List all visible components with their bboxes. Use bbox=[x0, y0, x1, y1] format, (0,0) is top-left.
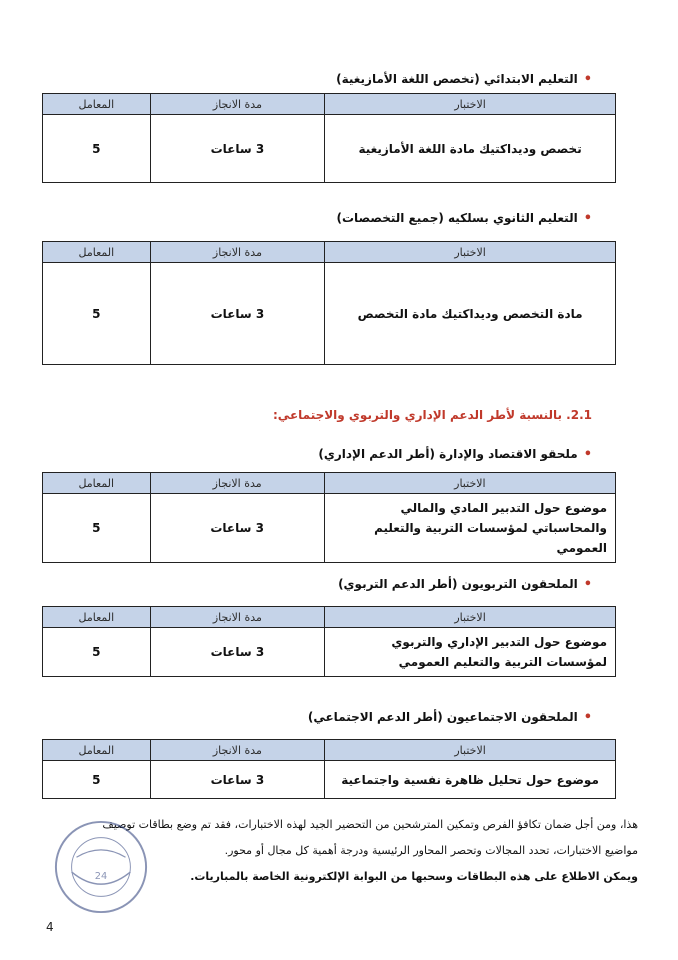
section-heading-admin-support bbox=[318, 447, 592, 462]
table-row bbox=[43, 494, 616, 563]
exam-table-secondary bbox=[42, 241, 616, 365]
section-heading-text: الملحقون الاجتماعيون (أطر الدعم الاجتماعي) bbox=[307, 710, 578, 724]
bullet-icon: • bbox=[583, 72, 592, 87]
cell-exam: موضوع حول التدبير المادي والمالي والمحاسباتي لمؤسسات التربية والتعليم العمومي bbox=[324, 494, 615, 563]
table-header-row bbox=[43, 242, 616, 263]
cell-exam: موضوع حول تحليل ظاهرة نفسية واجتماعية bbox=[325, 761, 616, 799]
cell-duration: 3 ساعات bbox=[150, 628, 324, 677]
cell-coefficient: 5 bbox=[43, 761, 151, 799]
cell-duration: 3 ساعات bbox=[150, 263, 324, 365]
table-header-row bbox=[43, 473, 616, 494]
section-heading-primary-amazigh bbox=[336, 72, 592, 87]
page-number: 4 bbox=[46, 920, 54, 934]
header-coefficient: المعامل bbox=[43, 607, 151, 628]
cell-duration: 3 ساعات bbox=[150, 761, 324, 799]
header-exam: الاختبار bbox=[325, 607, 616, 628]
cell-coefficient: 5 bbox=[43, 263, 151, 365]
header-coefficient: المعامل bbox=[43, 94, 151, 115]
header-exam: الاختبار bbox=[325, 242, 616, 263]
section-heading-secondary bbox=[337, 211, 592, 226]
section-heading-text: التعليم الثانوي بسلكيه (جميع التخصصات) bbox=[336, 211, 578, 225]
table-row bbox=[43, 263, 616, 365]
cell-duration: 3 ساعات bbox=[150, 494, 324, 563]
stamp-number: 24 bbox=[94, 870, 108, 882]
cell-duration: 3 ساعات bbox=[150, 115, 324, 183]
header-exam: الاختبار bbox=[324, 473, 615, 494]
header-duration: مدة الانجاز bbox=[150, 607, 324, 628]
section-heading-text: التعليم الابتدائي (تخصص اللغة الأمازيغية) bbox=[336, 72, 578, 86]
exam-table-educational-support bbox=[42, 606, 616, 677]
table-header-row bbox=[43, 740, 616, 761]
cell-exam: موضوع حول التدبير الإداري والتربوي لمؤسسات التربية والتعليم العمومي bbox=[325, 628, 616, 677]
official-stamp-icon bbox=[52, 818, 150, 916]
cell-coefficient: 5 bbox=[43, 115, 151, 183]
cell-coefficient: 5 bbox=[43, 628, 151, 677]
header-coefficient: المعامل bbox=[43, 473, 151, 494]
table-row bbox=[43, 115, 616, 183]
header-duration: مدة الانجاز bbox=[150, 740, 324, 761]
cell-exam: مادة التخصص وديداكتيك مادة التخصص bbox=[325, 263, 616, 365]
paragraph-line-1: هذا، ومن أجل ضمان تكافؤ الفرص وتمكين المترشحين من التحضير الجيد لهذه الاختبارات، فقد تم وضع بطاقات توصيف bbox=[102, 818, 638, 831]
table-header-row bbox=[43, 94, 616, 115]
bullet-icon: • bbox=[583, 211, 592, 226]
header-exam: الاختبار bbox=[325, 740, 616, 761]
section-heading-text: الملحقون التربويون (أطر الدعم التربوي) bbox=[338, 577, 578, 591]
table-header-row bbox=[43, 607, 616, 628]
paragraph-line-3: ويمكن الاطلاع على هذه البطاقات وسحبها من البوابة الإلكترونية الخاصة بالمباريات. bbox=[190, 870, 638, 883]
section-heading-social-support bbox=[308, 710, 592, 725]
table-row bbox=[43, 761, 616, 799]
exam-table-social-support bbox=[42, 739, 616, 799]
cell-coefficient: 5 bbox=[43, 494, 151, 563]
bullet-icon: • bbox=[583, 447, 592, 462]
exam-table-primary-amazigh bbox=[42, 93, 616, 183]
paragraph-line-2: مواضيع الاختبارات، تحدد المجالات وتحصر المحاور الرئيسية ودرجة أهمية كل مجال أو محور. bbox=[224, 844, 638, 857]
section-title-support-staff: 2.1. بالنسبة لأطر الدعم الإداري والتربوي والاجتماعي: bbox=[273, 408, 592, 422]
header-coefficient: المعامل bbox=[43, 740, 151, 761]
header-duration: مدة الانجاز bbox=[150, 242, 324, 263]
header-exam: الاختبار bbox=[325, 94, 616, 115]
bullet-icon: • bbox=[583, 577, 592, 592]
header-duration: مدة الانجاز bbox=[150, 94, 324, 115]
exam-table-admin-support bbox=[42, 472, 616, 563]
section-heading-educational-support bbox=[338, 577, 592, 592]
bullet-icon: • bbox=[583, 710, 592, 725]
table-row bbox=[43, 628, 616, 677]
header-duration: مدة الانجاز bbox=[150, 473, 324, 494]
cell-exam: تخصص وديداكتيك مادة اللغة الأمازيغية bbox=[325, 115, 616, 183]
section-heading-text: ملحقو الاقتصاد والإدارة (أطر الدعم الإداري) bbox=[318, 447, 578, 461]
header-coefficient: المعامل bbox=[43, 242, 151, 263]
